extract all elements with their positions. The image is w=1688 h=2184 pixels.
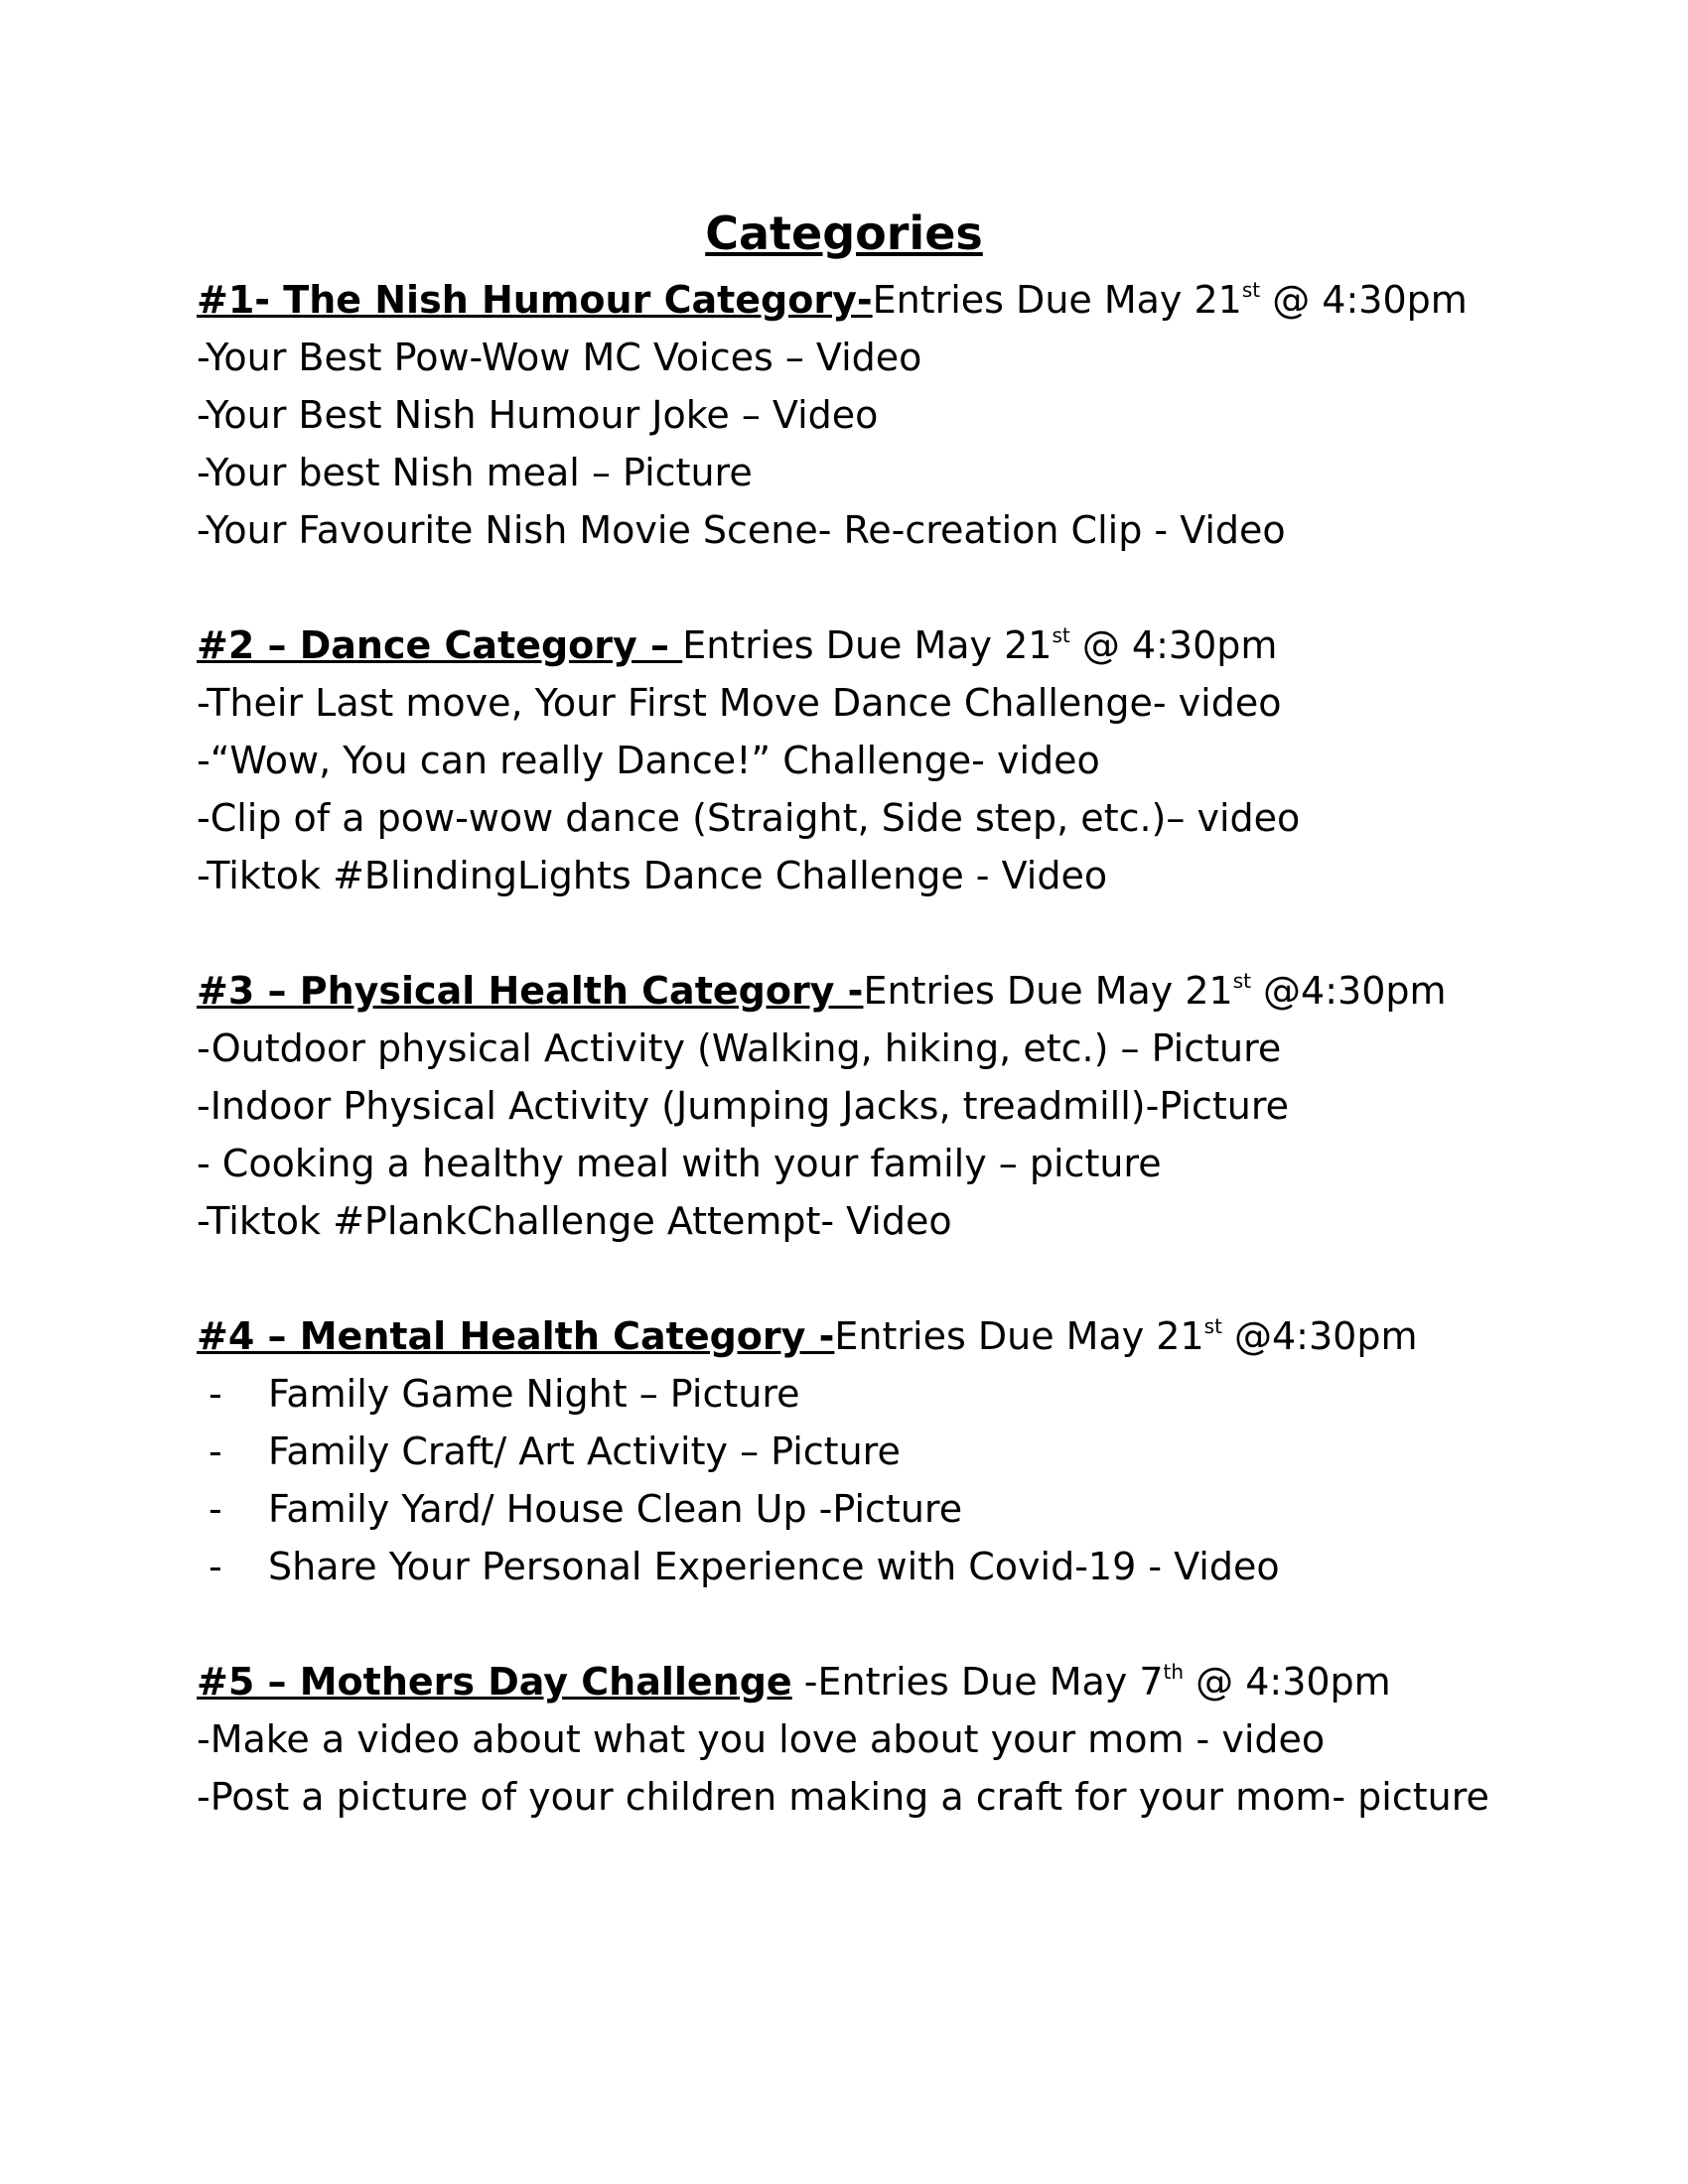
section-1-heading: #1- The Nish Humour Category- <box>197 278 873 322</box>
section-1-heading-line <box>197 273 1468 327</box>
list-item: -Tiktok #PlankChallenge Attempt- Video <box>197 1199 952 1243</box>
list-item: -Their Last move, Your First Move Dance Challenge- video <box>197 681 1282 725</box>
section-3-heading-line <box>197 964 1447 1018</box>
list-item: -Tiktok #BlindingLights Dance Challenge - Video <box>197 854 1108 897</box>
bullet-dash: - <box>209 1372 222 1416</box>
list-item: - Cooking a healthy meal with your family – picture <box>197 1142 1162 1185</box>
list-item: -Your Best Pow-Wow MC Voices – Video <box>197 336 922 379</box>
bullet-dash: - <box>209 1545 222 1588</box>
section-2-heading-line <box>197 618 1277 672</box>
page-title: Categories <box>705 206 983 260</box>
section-2-heading: #2 – Dance Category – <box>197 623 683 667</box>
list-item: -“Wow, You can really Dance!” Challenge- video <box>197 739 1100 782</box>
list-item: -Clip of a pow-wow dance (Straight, Side step, etc.)– video <box>197 796 1301 840</box>
bullet-dash: - <box>209 1487 222 1531</box>
section-3-due: Entries Due May 21st @4:30pm <box>863 969 1447 1013</box>
list-item: - Share Your Personal Experience with Covid-19 - Video <box>197 1540 1280 1593</box>
section-5-heading-line <box>197 1655 1391 1708</box>
section-4-heading-line <box>197 1309 1417 1363</box>
list-item: -Outdoor physical Activity (Walking, hiking, etc.) – Picture <box>197 1026 1282 1070</box>
section-3-heading: #3 – Physical Health Category - <box>197 969 864 1013</box>
section-5-due: -Entries Due May 7th @ 4:30pm <box>791 1660 1391 1704</box>
section-1-due: Entries Due May 21st @ 4:30pm <box>872 278 1468 322</box>
bullet-dash: - <box>209 1430 222 1473</box>
list-item: -Post a picture of your children making a craft for your mom- picture <box>197 1775 1489 1819</box>
list-item: - Family Craft/ Art Activity – Picture <box>197 1425 901 1478</box>
list-item: -Your Favourite Nish Movie Scene- Re-creation Clip - Video <box>197 508 1286 552</box>
section-2-due: Entries Due May 21st @ 4:30pm <box>682 623 1278 667</box>
list-item: - Family Yard/ House Clean Up -Picture <box>197 1482 962 1536</box>
list-item: -Indoor Physical Activity (Jumping Jacks, treadmill)-Picture <box>197 1084 1289 1128</box>
section-5-heading: #5 – Mothers Day Challenge <box>197 1660 792 1704</box>
list-item: -Your Best Nish Humour Joke – Video <box>197 393 879 437</box>
list-item: - Family Game Night – Picture <box>197 1367 800 1421</box>
list-item: -Make a video about what you love about your mom - video <box>197 1717 1326 1761</box>
section-4-due: Entries Due May 21st @4:30pm <box>834 1314 1418 1358</box>
section-4-heading: #4 – Mental Health Category - <box>197 1314 835 1358</box>
list-item: -Your best Nish meal – Picture <box>197 451 753 494</box>
